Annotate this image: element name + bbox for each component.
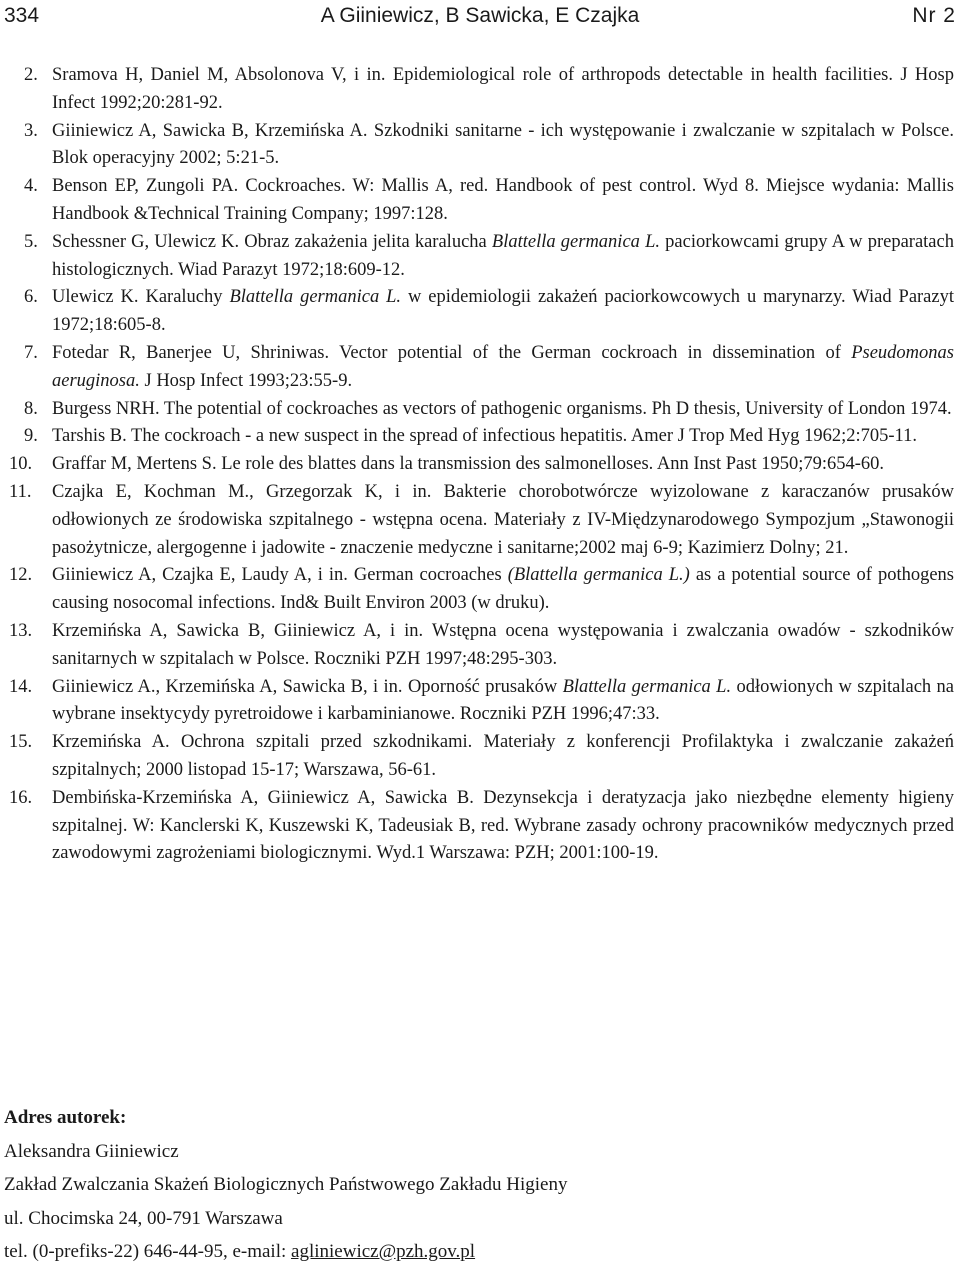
- issue-number: Nr 2: [912, 4, 956, 27]
- reference-text: Schessner G, Ulewicz K. Obraz zakażenia jelita karalucha: [52, 231, 492, 252]
- reference-item: [0, 284, 954, 340]
- reference-number: 11.: [9, 481, 32, 502]
- reference-text: Tarshis B. The cockroach - a new suspect in the spread of infectious hepatitis. Amer J Trop Med Hyg 1962;2:705-11.: [52, 426, 917, 447]
- reference-text: paciorkowcami grupy A w preparatach histologicznych. Wiad Parazyt 1972;18:609-12.: [52, 231, 954, 280]
- reference-text: Krzemińska A. Ochrona szpitali przed szkodnikami. Materiały z konferencji Profilaktyka i zwalczanie zakażeń szpitalnych; 2000 listopad 15-17; Warszawa, 56-61.: [52, 732, 954, 780]
- reference-number: 14.: [9, 676, 33, 697]
- reference-item: [0, 479, 954, 562]
- reference-text: Giiniewicz A, Sawicka B, Krzemińska A. Szkodniki sanitarne - ich występowanie i zwalczanie w szpitalach w Polsce. Blok operacyjny 2002; 5:21-5.: [52, 120, 954, 169]
- species-name: Blattella germanica L.: [562, 676, 732, 697]
- page-number: 334: [4, 4, 40, 27]
- running-title: A Giiniewicz, B Sawicka, E Czajka: [320, 4, 640, 27]
- reference-item: [0, 451, 954, 479]
- reference-item: [0, 729, 954, 785]
- reference-item: [0, 229, 954, 285]
- reference-item: [0, 785, 954, 868]
- reference-list: [0, 62, 954, 868]
- reference-text: Fotedar R, Banerjee U, Shriniwas. Vector potential of the German cockroach in dissemination of: [52, 342, 852, 363]
- species-name: Blattella germanica L.: [491, 231, 660, 252]
- species-name: Blattella germanica L.: [229, 287, 402, 308]
- reference-text: Burgess NRH. The potential of cockroaches as vectors of pathogenic organisms. Ph D thesis, University of London 1974.: [52, 398, 952, 419]
- author-institution: Zakład Zwalczania Skażeń Biologicznych Państwowego Zakładu Higieny: [4, 1174, 568, 1195]
- contact-phone: tel. (0-prefiks-22) 646-44-95, e-mail:: [4, 1241, 292, 1262]
- reference-text: Graffar M, Mertens S. Le role des blattes dans la transmission des salmonelloses. Ann Inst Past 1950;79:654-60.: [52, 454, 885, 475]
- reference-number: 3.: [24, 120, 38, 141]
- reference-item: [0, 173, 954, 229]
- reference-text: odłowionych w szpitalach na wybrane insektycydy pyretroidowe i karbaminianowe. Roczniki PZH 1996;47:33.: [52, 676, 955, 725]
- reference-number: 10.: [9, 454, 33, 475]
- reference-number: 12.: [9, 565, 33, 586]
- reference-text: J Hosp Infect 1993;23:55-9.: [139, 370, 353, 391]
- reference-item: [0, 423, 954, 451]
- reference-item: [0, 340, 954, 396]
- address-label: Adres autorek:: [4, 1107, 127, 1128]
- author-contact: [4, 1235, 954, 1269]
- reference-item: [0, 618, 954, 674]
- reference-text: Czajka E, Kochman M., Grzegorzak K, i in. Bakterie chorobotwórcze wyizolowane z karaczanów prusaków odłowionych ze środowiska szpitalnego - wstępna ocena. Materiały z IV-Międzynarodowego Sympozjum „Stawonogii pasożytnicze, alergogenne i jadowite - znaczenie medyczne i sanitarne;2002 maj 6-9; Kazimierz Dolny; 21.: [52, 481, 954, 558]
- reference-text: Giiniewicz A., Krzemińska A, Sawicka B, i in. Oporność prusaków: [52, 676, 563, 697]
- reference-text: Ulewicz K. Karaluchy: [52, 287, 230, 308]
- reference-number: 6.: [24, 287, 38, 308]
- reference-item: [0, 674, 954, 730]
- reference-item: [0, 118, 954, 174]
- email-link[interactable]: agliniewicz@pzh.gov.pl: [291, 1241, 476, 1262]
- reference-text: Dembińska-Krzemińska A, Giiniewicz A, Sawicka B. Dezynsekcja i deratyzacja jako niezbędne elementy higieny szpitalnej. W: Kanclerski K, Kuszewski K, Tadeusiak B, red. Wybrane zasady ochrony pracowników medycznych przed zawodowymi zagrożeniami biologicznymi. Wyd.1 Warszawa: PZH; 2001:100-19.: [52, 787, 954, 864]
- reference-number: 8.: [24, 398, 38, 419]
- reference-number: 7.: [24, 342, 38, 363]
- reference-item: [0, 62, 954, 118]
- running-header: [0, 4, 960, 30]
- species-name: Pseudomonas aeruginosa.: [52, 342, 954, 391]
- reference-item: [0, 396, 954, 424]
- reference-number: 9.: [24, 426, 38, 447]
- reference-number: 15.: [9, 732, 33, 753]
- species-name: (Blattella germanica L.): [507, 565, 690, 586]
- author-name: Aleksandra Giiniewicz: [4, 1140, 179, 1162]
- reference-text: Sramova H, Daniel M, Absolonova V, i in. Epidemiological role of arthropods detectable in health facilities. J Hosp Infect 1992;20:281-92.: [52, 65, 954, 113]
- reference-text: as a potential source of pothogens causing nosocomal infections. Ind& Built Environ 2003 (w druku).: [52, 565, 954, 614]
- reference-number: 4.: [24, 176, 38, 197]
- author-street: ul. Chocimska 24, 00-791 Warszawa: [4, 1207, 283, 1229]
- reference-item: [0, 562, 954, 618]
- reference-number: 16.: [9, 787, 33, 808]
- author-address: [4, 1101, 954, 1269]
- reference-number: 13.: [9, 620, 33, 641]
- reference-number: 5.: [24, 231, 38, 252]
- reference-text: Benson EP, Zungoli PA. Cockroaches. W: Mallis A, red. Handbook of pest control. Wyd 8. Miejsce wydania: Mallis Handbook &Technical Training Company; 1997:128.: [52, 176, 954, 224]
- reference-number: 2.: [24, 65, 38, 85]
- reference-text: Giiniewicz A, Czajka E, Laudy A, i in. German cocroaches: [52, 565, 508, 586]
- reference-text: Krzemińska A, Sawicka B, Giiniewicz A, i in. Wstępna ocena występowania i zwalczania owadów - szkodników sanitarnych w szpitalach w Polsce. Roczniki PZH 1997;48:295-303.: [52, 620, 954, 669]
- reference-text: w epidemiologii zakażeń paciorkowcowych u marynarzy. Wiad Parazyt 1972;18:605-8.: [52, 287, 954, 336]
